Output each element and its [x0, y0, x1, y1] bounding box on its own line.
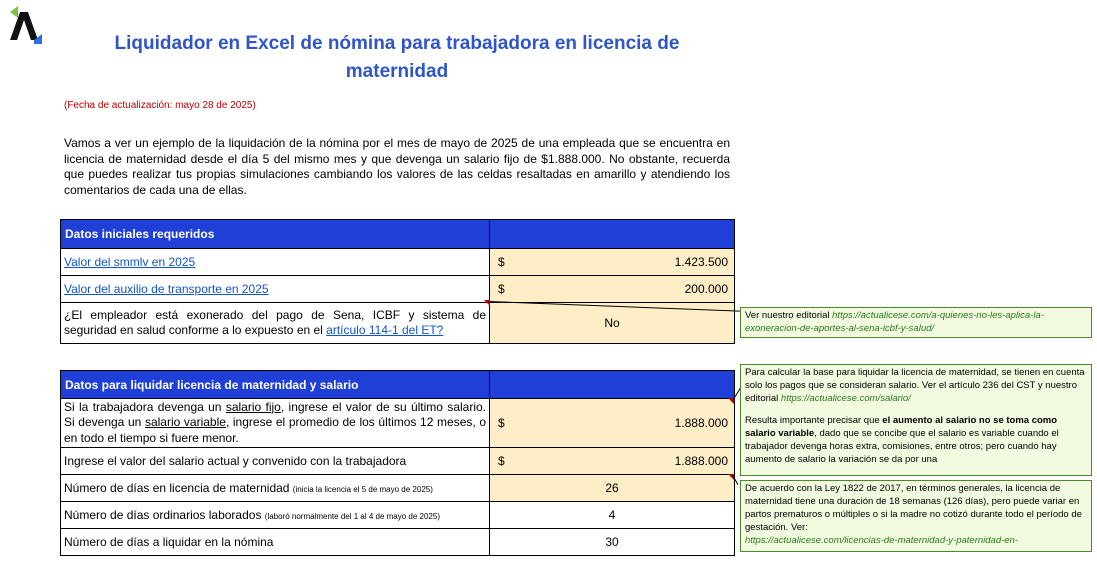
note-text: , dado que se concibe que el salario es variable cuando el trabajador devenga horas extra, comisiones, entre otros; pero cuando hay aumento de salario la variación se da por una — [745, 428, 1059, 465]
note-link[interactable]: https://actualicese.com/licencias-de-maternidad-y-paternidad-en- — [745, 535, 1018, 546]
exonerado-label: ¿El empleador está exonerado del pago de Sena, ICBF y sistema de seguridad en salud conforme a lo expuesto en el — [64, 308, 486, 337]
note-bold-text: el aumento al salario no se toma como salario variable — [745, 415, 1058, 439]
currency-sign: $ — [498, 282, 505, 296]
dias-ordinarios-note: (laboró normalmente del 1 al 4 de mayo de 2025) — [264, 512, 440, 521]
dias-liquidar-label: Número de días a liquidar en la nómina — [61, 529, 490, 556]
auxilio-value-cell[interactable] — [490, 276, 735, 303]
salario-value-cell[interactable] — [490, 399, 735, 448]
comment-note-ley-1822 — [740, 480, 1092, 552]
salario-actual-label: Ingrese el valor del salario actual y convenido con la trabajadora — [61, 448, 490, 475]
exonerado-value: No — [604, 316, 620, 330]
dias-ordinarios-label-cell — [61, 502, 490, 529]
articulo-114-1-link[interactable]: artículo 114-1 del ET? — [326, 323, 444, 337]
note-text: Resulta importante precisar que — [745, 415, 883, 426]
salario-text-3: , ingrese el promedio de los últimos 12 meses, o en todo el tiempo si fuere menor. — [64, 415, 486, 445]
salario-fijo-text: salario fijo — [225, 399, 281, 414]
dias-ordinarios-value-cell — [490, 502, 735, 529]
salario-text-1: Si la trabajadora devenga un — [64, 399, 226, 414]
salario-value: 1.888.000 — [674, 416, 728, 430]
dias-licencia-label-cell — [61, 475, 490, 502]
intro-paragraph: Vamos a ver un ejemplo de la liquidación de la nómina por el mes de mayo de 2025 de una empleada que se encuentra en licencia de maternidad desde el día 5 del mismo mes y que devenga un salario fijo de $1.888.000. No obstante, recuerda que puedes realizar tus propias simulaciones cambiando los valores de las celdas resaltadas en amarillo y atendiendo los comentarios de cada una de ellas. — [64, 136, 730, 197]
smmlv-label-cell[interactable] — [61, 249, 490, 276]
dias-licencia-value-cell[interactable] — [490, 475, 735, 502]
salario-variable-text: salario variable — [144, 415, 226, 430]
update-date: (Fecha de actualización: mayo 28 de 2025) — [64, 100, 256, 111]
note-link[interactable]: https://actualicese.com/salario/ — [780, 393, 911, 404]
dias-licencia-note: (inicia la licencia el 5 de mayo de 2025) — [292, 485, 433, 494]
datos-iniciales-table — [60, 219, 735, 344]
currency-sign: $ — [498, 416, 505, 430]
currency-sign: $ — [498, 255, 505, 269]
smmlv-link[interactable]: Valor del smmlv en 2025 — [64, 255, 196, 269]
actualicese-logo — [8, 4, 48, 44]
dias-liquidar-value: 30 — [605, 535, 619, 549]
dias-liquidar-value-cell — [490, 529, 735, 556]
smmlv-value-cell[interactable] — [490, 249, 735, 276]
datos-licencia-table — [60, 370, 735, 556]
dias-licencia-value: 26 — [605, 481, 619, 495]
salario-actual-value: 1.888.000 — [674, 454, 728, 468]
salario-text-2: , ingrese el valor de su último salario. Si devenga un — [64, 399, 487, 430]
auxilio-value: 200.000 — [684, 282, 728, 296]
note-text: De acuerdo con la Ley 1822 de 2017, en términos generales, la licencia de maternidad tiene una duración de 18 semanas (126 días), pero puede variar en partos prematuros o múltiples o si la madre no cotizó durante todo el período de gestación. Ver: — [745, 483, 1082, 533]
note-text: Ver nuestro editorial — [745, 310, 833, 321]
exonerado-label-cell — [61, 303, 490, 344]
note-link[interactable]: https://actualicese.com/a-quienes-no-les-aplica-la-exoneracion-de-aportes-al-sena-icbf-y-salud/ — [745, 310, 1044, 334]
auxilio-link[interactable]: Valor del auxilio de transporte en 2025 — [64, 282, 269, 296]
note-text: Para calcular la base para liquidar la licencia de maternidad, se tienen en cuenta solo los pagos que se consideran salario. Ver el artículo 236 del CST y nuestro editorial — [745, 367, 1085, 404]
salario-actual-value-cell[interactable] — [490, 448, 735, 475]
comment-note-base-salario — [740, 364, 1092, 476]
comment-note-exoneracion — [740, 307, 1092, 338]
salario-label-cell — [61, 399, 490, 448]
page-title: Liquidador en Excel de nómina para trabajadora en licencia de maternidad — [114, 33, 680, 82]
dias-licencia-label: Número de días en licencia de maternidad — [64, 481, 293, 495]
dias-ordinarios-label: Número de días ordinarios laborados — [64, 508, 265, 522]
datos-licencia-header: Datos para liquidar licencia de maternidad y salario — [61, 371, 490, 399]
auxilio-label-cell[interactable] — [61, 276, 490, 303]
datos-iniciales-header: Datos iniciales requeridos — [61, 220, 490, 249]
smmlv-value: 1.423.500 — [674, 255, 728, 269]
dias-ordinarios-value: 4 — [608, 508, 616, 522]
currency-sign: $ — [498, 454, 505, 468]
